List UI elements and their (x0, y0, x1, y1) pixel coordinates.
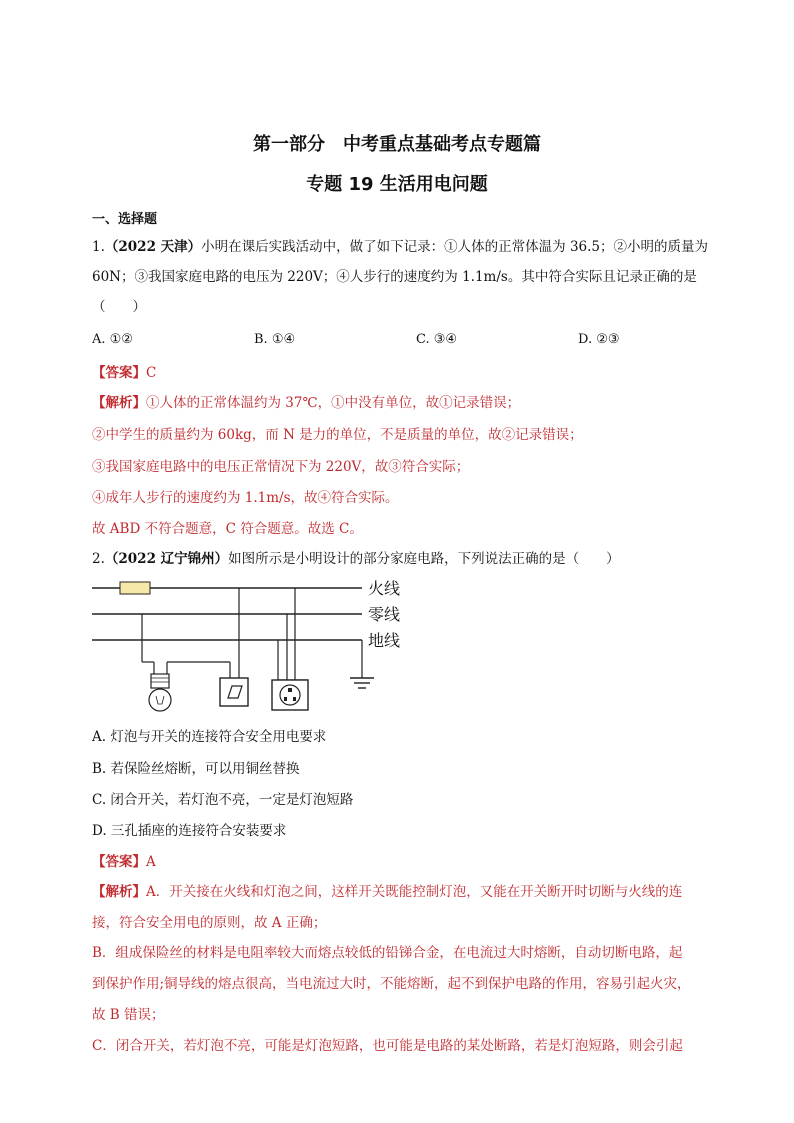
q1-option-c: C. ③④ (416, 332, 458, 347)
q2-answer (92, 851, 717, 873)
three-hole-socket-icon (272, 680, 308, 710)
switch-icon (220, 678, 248, 706)
q2-analysis-line4: 到保护作用;铜导线的熔点很高，当电流过大时，不能熔断，起不到保护电路的作用，容易引起火灾， (92, 976, 691, 992)
q2-source: （2022 辽宁锦州） (104, 551, 229, 567)
q1-analysis-line4: ④成年人步行的速度约为 1.1m/s，故④符合实际。 (92, 490, 399, 506)
topic-title: 专题 19 生活用电问题 (306, 174, 488, 195)
q2-option-a: A. 灯泡与开关的连接符合安全用电要求 (92, 729, 327, 745)
q1-answer (92, 362, 717, 384)
q2-stem-text: 如图所示是小明设计的部分家庭电路，下列说法正确的是（ ） (228, 551, 620, 567)
label-live: 火线 (368, 579, 401, 598)
label-ground: 地线 (368, 631, 401, 650)
q1-answer-value: C (146, 365, 157, 381)
q1-analysis-line2: ②中学生的质量约为 60kg，而 N 是力的单位，不是质量的单位，故②记录错误； (92, 427, 583, 443)
q1-option-a: A. ①② (92, 332, 133, 347)
q2-option-d: D. 三孔插座的连接符合安装要求 (92, 823, 287, 839)
lamp-icon (149, 674, 171, 711)
q1-stem-text1: 小明在课后实践活动中，做了如下记录：①人体的正常体温为 36.5；②小明的质量为 (201, 239, 709, 255)
q1-analysis-tag: 【解析】 (92, 395, 146, 411)
q1-answer-tag: 【答案】 (92, 365, 146, 381)
q2-option-c: C. 闭合开关，若灯泡不亮，一定是灯泡短路 (92, 792, 354, 808)
q1-option-d: D. ②③ (578, 332, 620, 347)
q2-number: 2. (92, 551, 105, 567)
q1-analysis-line5: 故 ABD 不符合题意，C 符合题意。故选 C。 (92, 521, 363, 537)
part-title: 第一部分 中考重点基础考点专题篇 (253, 134, 541, 155)
q2-stem (92, 548, 717, 570)
q1-number: 1. (92, 239, 105, 255)
q1-source: （2022 天津） (104, 239, 202, 255)
section-heading: 一、选择题 (92, 212, 158, 227)
q1-stem-line1 (92, 236, 717, 258)
q2-analysis-line6: C．闭合开关，若灯泡不亮，可能是灯泡短路，也可能是电路的某处断路，若是灯泡短路，则会引起 (92, 1038, 683, 1054)
q1-analysis-line3: ③我国家庭电路中的电压正常情况下为 220V，故③符合实际； (92, 459, 470, 475)
ground-symbol-icon (350, 678, 374, 688)
q2-option-b: B. 若保险丝熔断，可以用铜丝替换 (92, 761, 300, 777)
q1-stem-line2: 60N；③我国家庭电路的电压为 220V；④人步行的速度约为 1.1m/s。其中符合实际且记录正确的是 (92, 269, 697, 285)
fuse-icon (120, 582, 150, 594)
q2-analysis-line2: 接，符合安全用电的原则，故 A 正确； (92, 915, 327, 931)
q2-analysis-tag: 【解析】 (92, 884, 146, 900)
q2-analysis-line1 (92, 881, 717, 903)
q1-option-b: B. ①④ (254, 332, 296, 347)
q1-analysis-line1 (92, 392, 717, 414)
label-neutral: 零线 (368, 605, 401, 624)
q2-answer-value: A (146, 854, 156, 870)
circuit-diagram (92, 578, 422, 718)
q2-analysis-line5: 故 B 错误； (92, 1007, 165, 1023)
q1-stem-line3: （ ） (92, 299, 146, 315)
q1-analysis-text1: ①人体的正常体温约为 37℃，①中没有单位，故①记录错误； (146, 395, 521, 411)
q2-analysis-line3: B．组成保险丝的材料是电阻率较大而熔点较低的铅锑合金，在电流过大时熔断，自动切断电路，起 (92, 945, 683, 961)
q2-answer-tag: 【答案】 (92, 854, 146, 870)
q2-analysis-text1: A．开关接在火线和灯泡之间，这样开关既能控制灯泡，又能在开关断开时切断与火线的连 (146, 884, 683, 900)
